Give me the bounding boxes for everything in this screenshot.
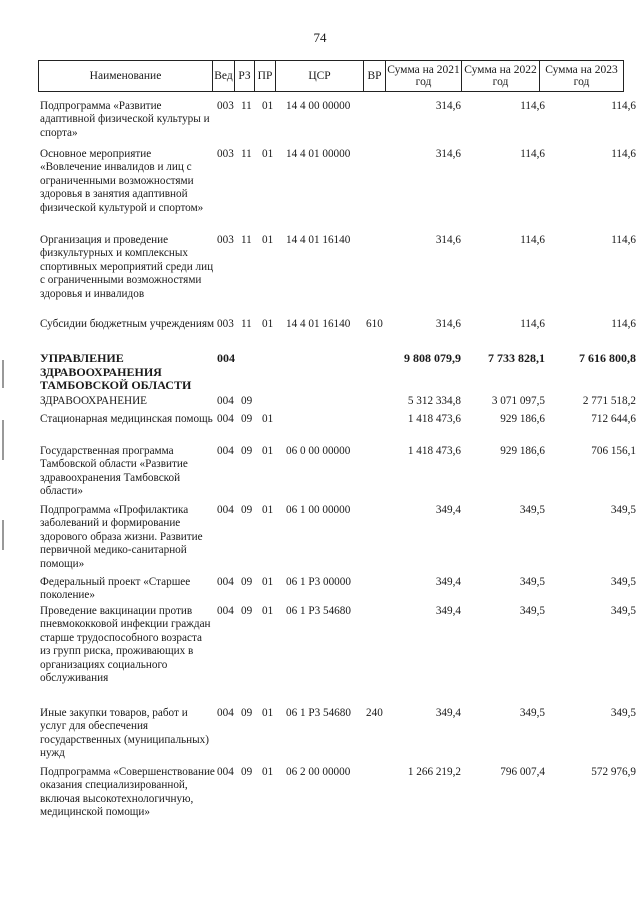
- table-row: [0, 576, 640, 603]
- cell-csr: 06 1 P3 54680: [286, 605, 351, 617]
- cell-sum-2022: 349,5: [519, 504, 545, 516]
- cell-sum-2021: 314,6: [435, 234, 461, 246]
- table-row: [0, 445, 640, 499]
- table-row: [0, 318, 640, 331]
- table-row: [0, 234, 640, 301]
- cell-csr: 14 4 01 16140: [286, 234, 351, 246]
- cell-sum-2022: 3 071 097,5: [491, 395, 545, 407]
- cell-rz: 11: [241, 318, 252, 330]
- cell-rz: 11: [241, 234, 252, 246]
- cell-pr: 01: [262, 504, 274, 516]
- col-header-sum-2022: Сумма на 2022 год: [462, 61, 540, 91]
- cell-pr: 01: [262, 148, 274, 160]
- cell-pr: 01: [262, 576, 274, 588]
- cell-sum-2023: 706 156,1: [591, 445, 636, 457]
- col-header-pr: ПР: [255, 61, 276, 91]
- cell-sum-2022: 114,6: [520, 148, 545, 160]
- cell-sum-2021: 349,4: [435, 605, 461, 617]
- cell-pr: 01: [262, 100, 274, 112]
- cell-sum-2023: 114,6: [611, 234, 636, 246]
- cell-vr: 610: [366, 318, 383, 330]
- cell-sum-2023: 349,5: [610, 504, 636, 516]
- cell-pr: 01: [262, 445, 274, 457]
- cell-rz: 11: [241, 100, 252, 112]
- cell-sum-2021: 1 266 219,2: [407, 766, 461, 778]
- table-row: [0, 766, 640, 820]
- cell-ved: 003: [217, 100, 234, 112]
- col-header-sum-2021: Сумма на 2021 год: [386, 61, 462, 91]
- cell-name: Субсидии бюджетным учреждениям: [40, 318, 215, 330]
- cell-ved: 004: [217, 413, 234, 425]
- cell-pr: 01: [262, 234, 274, 246]
- cell-sum-2022: 796 007,4: [500, 766, 545, 778]
- cell-name: Организация и проведение физкультурных и комплексных спортивных мероприятий среди лиц с ограниченными возможностями здоровья и инвалидов: [40, 234, 214, 300]
- cell-sum-2023: 7 616 800,8: [579, 351, 636, 365]
- cell-sum-2022: 349,5: [519, 605, 545, 617]
- table-row: [0, 413, 640, 426]
- col-header-csr: ЦСР: [276, 61, 364, 91]
- cell-name: Иные закупки товаров, работ и услуг для обеспечения государственных (муниципальных) нужд: [40, 707, 209, 760]
- cell-ved: 004: [217, 576, 234, 588]
- cell-sum-2021: 349,4: [435, 504, 461, 516]
- cell-name: Государственная программа Тамбовской области «Развитие здравоохранения Тамбовской области»: [40, 445, 188, 498]
- cell-csr: 14 4 00 00000: [286, 100, 351, 112]
- table-row: [0, 395, 640, 408]
- cell-ved: 004: [217, 605, 234, 617]
- cell-ved: 004: [217, 351, 235, 365]
- scan-artifact: [2, 420, 4, 460]
- scan-artifact: [2, 520, 4, 550]
- cell-csr: 14 4 01 16140: [286, 318, 351, 330]
- cell-sum-2021: 314,6: [435, 318, 461, 330]
- col-header-rz: РЗ: [235, 61, 255, 91]
- cell-pr: 01: [262, 605, 274, 617]
- table-row: [0, 352, 640, 393]
- cell-rz: 09: [241, 707, 253, 719]
- cell-sum-2022: 349,5: [519, 707, 545, 719]
- scan-artifact: [2, 360, 4, 388]
- cell-name: ЗДРАВООХРАНЕНИЕ: [40, 395, 148, 407]
- table-row: [0, 100, 640, 140]
- page-number: 74: [313, 30, 327, 45]
- cell-sum-2022: 929 186,6: [500, 413, 545, 425]
- cell-sum-2023: 572 976,9: [591, 766, 636, 778]
- cell-rz: 09: [241, 766, 253, 778]
- cell-sum-2022: 114,6: [520, 100, 545, 112]
- cell-rz: 09: [241, 605, 253, 617]
- cell-sum-2022: 349,5: [519, 576, 545, 588]
- cell-rz: 09: [241, 445, 253, 457]
- col-header-sum-2023: Сумма на 2023 год: [545, 64, 618, 88]
- table-row: [0, 605, 640, 685]
- cell-sum-2021: 9 808 079,9: [404, 351, 461, 365]
- cell-csr: 06 2 00 00000: [286, 766, 351, 778]
- cell-sum-2021: 5 312 334,8: [407, 395, 461, 407]
- cell-sum-2023: 349,5: [610, 605, 636, 617]
- table-row: [0, 707, 640, 761]
- cell-pr: 01: [262, 766, 274, 778]
- cell-vr: 240: [366, 707, 383, 719]
- cell-ved: 003: [217, 318, 234, 330]
- cell-pr: 01: [262, 413, 274, 425]
- cell-name: Подпрограмма «Профилактика заболеваний и формирование здорового образа жизни. Развитие первичной медико-санитарной помощи»: [40, 504, 203, 570]
- cell-ved: 003: [217, 234, 234, 246]
- cell-ved: 004: [217, 445, 234, 457]
- cell-sum-2023: 114,6: [611, 148, 636, 160]
- cell-pr: 01: [262, 318, 274, 330]
- col-header-vr: ВР: [364, 61, 386, 91]
- cell-sum-2021: 349,4: [435, 576, 461, 588]
- cell-ved: 004: [217, 395, 234, 407]
- cell-sum-2022: 114,6: [520, 318, 545, 330]
- cell-name: Федеральный проект «Старшее поколение»: [40, 576, 191, 602]
- cell-sum-2023: 349,5: [610, 576, 636, 588]
- cell-name: Основное мероприятие «Вовлечение инвалидов и лиц с ограниченными возможностями здоровья в занятия адаптивной физической культурой и спортом»: [40, 148, 204, 214]
- cell-csr: 06 1 P3 54680: [286, 707, 351, 719]
- cell-ved: 004: [217, 504, 234, 516]
- cell-sum-2021: 1 418 473,6: [407, 445, 461, 457]
- cell-ved: 003: [217, 148, 234, 160]
- cell-sum-2021: 314,6: [435, 100, 461, 112]
- table-row: [0, 504, 640, 571]
- cell-rz: 11: [241, 148, 252, 160]
- cell-csr: 06 1 P3 00000: [286, 576, 351, 588]
- cell-sum-2022: 114,6: [520, 234, 545, 246]
- cell-rz: 09: [241, 413, 253, 425]
- cell-csr: 06 0 00 00000: [286, 445, 351, 457]
- col-header-ved: Вед: [213, 61, 235, 91]
- cell-name: УПРАВЛЕНИЕ ЗДРАВООХРАНЕНИЯ ТАМБОВСКОЙ ОБЛАСТИ: [40, 351, 192, 393]
- cell-pr: 01: [262, 707, 274, 719]
- cell-ved: 004: [217, 707, 234, 719]
- cell-sum-2023: 114,6: [611, 100, 636, 112]
- cell-rz: 09: [241, 504, 253, 516]
- cell-csr: 14 4 01 00000: [286, 148, 351, 160]
- cell-sum-2023: 114,6: [611, 318, 636, 330]
- cell-name: Стационарная медицинская помощь: [40, 413, 213, 425]
- cell-sum-2023: 2 771 518,2: [582, 395, 636, 407]
- cell-csr: 06 1 00 00000: [286, 504, 351, 516]
- cell-sum-2023: 712 644,6: [591, 413, 636, 425]
- cell-sum-2023: 349,5: [610, 707, 636, 719]
- cell-name: Подпрограмма «Развитие адаптивной физической культуры и спорта»: [40, 100, 210, 139]
- cell-sum-2021: 1 418 473,6: [407, 413, 461, 425]
- cell-sum-2022: 929 186,6: [500, 445, 545, 457]
- cell-name: Проведение вакцинации против пневмококковой инфекции граждан старше трудоспособного возраста из групп риска, проживающих в организациях социального обслуживания: [40, 605, 211, 685]
- cell-ved: 004: [217, 766, 234, 778]
- col-header-name: Наименование: [39, 61, 213, 91]
- cell-sum-2021: 349,4: [435, 707, 461, 719]
- cell-rz: 09: [241, 576, 253, 588]
- table-row: [0, 148, 640, 215]
- table-header: [38, 60, 624, 92]
- cell-rz: 09: [241, 395, 253, 407]
- cell-sum-2021: 314,6: [435, 148, 461, 160]
- cell-name: Подпрограмма «Совершенствование оказания специализированной, включая высокотехнологичную, медицинской помощи»: [40, 766, 215, 819]
- cell-sum-2022: 7 733 828,1: [488, 351, 545, 365]
